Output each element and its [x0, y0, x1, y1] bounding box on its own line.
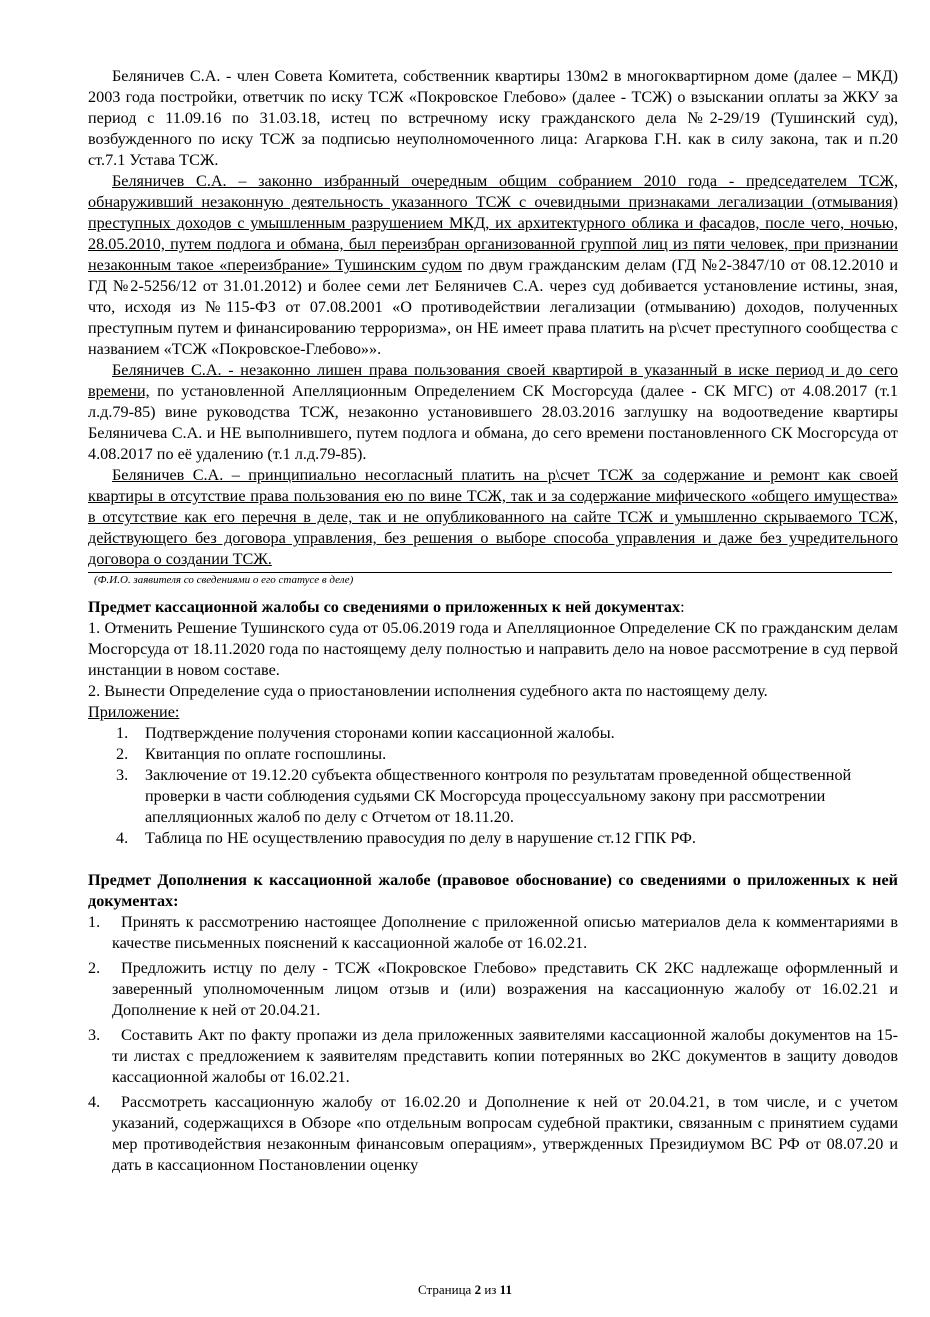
applicant-caption: (Ф.И.О. заявителя со сведениями о его статусе в деле): [94, 574, 354, 586]
list-text: Таблица по НЕ осуществлению правосудия по делу в нарушение ст.12 ГПК РФ.: [145, 829, 696, 847]
page-number: 2: [474, 1282, 482, 1297]
list-number: 1.: [88, 913, 101, 931]
supplement-heading: Предмет Дополнения к кассационной жалобе (правовое обоснование) со сведениями о приложенных к ней документах:: [88, 871, 898, 910]
list-text: Составить Акт по факту пропажи из дела приложенных заявителями кассационной жалобы документов на 15-ти листах с предложением к заявителям представить копии потерянных во 2КС документов в защиту доводов кассационной жалобы от 16.02.21.: [112, 1026, 898, 1086]
underlined-text: Беляничев С.А. - незаконно лишен права пользования своей квартирой в указанный в иске период и до сего времени,: [88, 361, 898, 400]
list-text: Принять к рассмотрению настоящее Дополнение с приложенной описью материалов дела к комментариями в качестве письменных пояснений к кассационной жалобе от 16.02.21.: [112, 913, 898, 952]
list-item: [88, 1092, 898, 1176]
list-number: 4.: [116, 829, 129, 847]
paragraph-status-deprived: [88, 360, 898, 465]
list-number: 3.: [116, 766, 129, 784]
document-page: [88, 66, 898, 1180]
attachments-list: [88, 723, 898, 849]
paragraph-status-chairman: [88, 171, 898, 360]
list-text: Заключение от 19.12.20 субъекта общественного контроля по результатам проведенной общественной проверки в части соблюдения судьями СК Мосгорсуда процессуальному закону при рассмотрении апелляционных жалоб по делу с Отчетом от 18.11.20.: [145, 766, 852, 826]
list-number: 1.: [116, 724, 129, 742]
list-text: Предложить истцу по делу - ТСЖ «Покровское Глебово» представить СК 2КС надлежаще оформленный и заверенный уполномоченным лицом отзыв и (или) возражения на кассационную жалобу от 16.02.21 и Дополнение к ней от 20.04.21.: [112, 959, 898, 1019]
underlined-text: Беляничев С.А. – принципиально несогласный платить на р\счет ТСЖ за содержание и ремонт как своей квартиры в отсутствие права пользования ею по вине ТСЖ, так и за содержание мифического «общего имущества» в отсутствие как его перечня в деле, так и не опубликованного на сайте ТСЖ и умышленно скрываемого ТСЖ, действующего без договора управления, без решения о выборе способа управления и даже без учредительного договора о создании ТСЖ.: [88, 466, 898, 568]
cassation-subject-heading: [88, 597, 898, 618]
list-item: [88, 723, 898, 744]
supplement-list: [88, 912, 898, 1176]
paragraph-status-disagree: [88, 465, 898, 570]
list-item: [88, 828, 898, 849]
paragraph-text: по установленной Апелляционным Определением СК Мосгорсуда (далее - СК МГС) от 4.08.2017 (т.1 л.д.79-85) вине руководства ТСЖ, незаконно установившего 28.03.2016 заглушку на водоотведение квартиры Беляничева С.А. и НЕ выполнившего, путем подлога и обмана, до сего времени постановленного СК Мосгорсуда от 4.08.2017 по её удалению (т.1 л.д.79-85).: [88, 382, 898, 463]
page-footer: [0, 1282, 930, 1298]
footer-prefix: Страница: [418, 1282, 475, 1297]
list-text: Подтверждение получения сторонами копии кассационной жалобы.: [145, 724, 615, 742]
list-item: [88, 1025, 898, 1088]
list-item: [88, 765, 898, 828]
footer-mid: из: [481, 1282, 500, 1297]
paragraph-text: по двум гражданским делам (ГД №2-3847/10 от 08.12.2010 и ГД №2-5256/12 от 31.01.2012) и более семи лет Беляничев С.А. через суд добивается установление истины, зная, что, исходя из №115-ФЗ от 07.08.2001 «О противодействии легализации (отмыванию) доходов, полученных преступным путем и финансированию терроризма», он НЕ имеет права платить на р\счет преступного сообщества с названием «ТСЖ «Покровское-Глебово»».: [88, 256, 899, 358]
subject-item-1: 1. Отменить Решение Тушинского суда от 05.06.2019 года и Апелляционное Определение СК по гражданским делам Мосгорсуда от 18.11.2020 года по настоящему делу полностью и направить дело на новое рассмотрение в суд первой инстанции в новом составе.: [88, 619, 898, 679]
subject-item-2: 2. Вынести Определение суда о приостановлении исполнения судебного акта по настоящему делу.: [88, 682, 768, 700]
attachments-label: Приложение:: [88, 703, 180, 721]
paragraph-status-member: Беляничев С.А. - член Совета Комитета, собственник квартиры 130м2 в многоквартирном доме (далее – МКД) 2003 года постройки, ответчик по иску ТСЖ «Покровское Глебово» (далее - ТСЖ) о взыскании оплаты за ЖКУ за период с 11.09.16 по 31.03.18, истец по встречному иску гражданского дела №2-29/19 (Тушинский суд), возбужденного по иску ТСЖ за подписью неуполномоченного лица: Агаркова Г.Н. как в силу закона, так и п.20 ст.7.1 Устава ТСЖ.: [88, 67, 898, 169]
page-total: 11: [499, 1282, 512, 1297]
list-item: [88, 744, 898, 765]
heading-text: Предмет кассационной жалобы со сведениями о приложенных к ней документах: [88, 598, 681, 616]
list-text: Квитанция по оплате госпошлины.: [145, 745, 387, 763]
list-number: 4.: [88, 1093, 101, 1111]
list-number: 2.: [116, 745, 129, 763]
list-item: [88, 958, 898, 1021]
list-item: [88, 912, 898, 954]
list-text: Рассмотреть кассационную жалобу от 16.02.20 и Дополнение к ней от 20.04.21, в том числе, и с учетом указаний, содержащихся в Обзоре «по отдельным вопросам судебной практики, связанным с принятием судами мер противодействия незаконным финансовым операциям», утвержденных Президиумом ВС РФ от 08.07.20 и дать в кассационном Постановлении оценку: [112, 1093, 898, 1174]
underlined-text: Беляничев С.А. – законно избранный очередным общим собранием 2010 года - председателем ТСЖ, обнаруживший незаконную деятельность указанного ТСЖ с очевидными признаками легализации (отмывания) преступных доходов с умышленным разрушением МКД, их архитектурного облика и фасадов, после чего, ночью, 28.05.2010, путем подлога и обмана, был переизбран организованной группой лиц из пяти человек, при признании незаконным такое «переизбрание» Тушинским судом: [88, 172, 898, 274]
caption-line: [88, 572, 892, 587]
list-number: 2.: [88, 959, 101, 977]
list-number: 3.: [88, 1026, 101, 1044]
heading-colon: :: [680, 598, 685, 616]
